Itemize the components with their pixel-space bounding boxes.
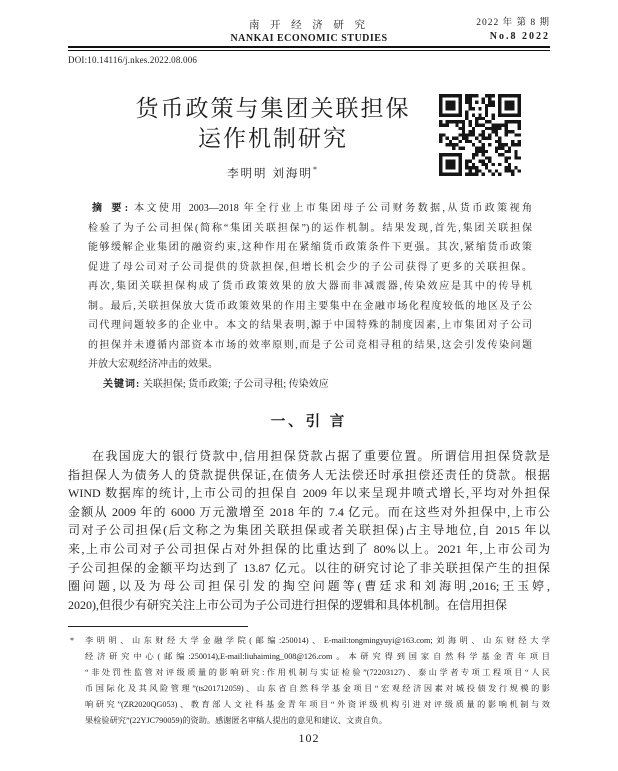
header-divider: [68, 46, 550, 51]
journal-issue-en: No.8 2022: [489, 31, 550, 42]
journal-issue-cn: 2022 年 第 8 期: [476, 18, 550, 28]
text-line: 司代理问题较多的企业中。本文的结果表明,源于中国特殊的制度因素,上市集团对子公司: [88, 320, 532, 331]
text-line: 的担保并未遵循内部资本市场的效率原则,而是子公司竞相寻租的结果,这会引发传染问题: [88, 339, 532, 351]
article-title-line1: 货币政策与集团关联担保: [135, 96, 411, 121]
text-line: 圈问题,以及为母公司担保引发的掏空问题等(曹廷求和刘海明,2016;王玉婷,: [68, 579, 550, 594]
journal-header-row-en: [68, 30, 550, 43]
text-line: 制。最后,关联担保放大货币政策效果的作用主要集中在金融市场化程度较低的地区及子公: [88, 300, 532, 312]
authors-names: 李明明 刘海明: [227, 168, 313, 180]
text-line: 金额从 2009 年的 6000 万元激增至 2018 年的 7.4 亿元。而在这些对外担保中,上市公: [68, 504, 550, 519]
abstract-first-line-text: 本文使用 2003—2018 年全行业上市集团母子公司财务数据,从货币政策视角: [134, 203, 533, 214]
abstract-block: [88, 199, 532, 394]
journal-name-cn: 南 开 经 济 研 究: [248, 20, 370, 31]
text-line: 能够缓解企业集团的融资约束,这种作用在紧缩货币政策条件下更强。其次,紧缩货币政策: [88, 242, 532, 253]
text-line: 司对子公司担保(后文称之为集团关联担保或者关联担保)占主导地位,自 2015 年以: [68, 523, 550, 538]
abstract-label: 摘 要:: [92, 203, 130, 214]
doi-text: DOI:10.14116/j.nkes.2022.08.006: [68, 55, 198, 65]
text-line: 在我国庞大的银行贷款中,信用担保贷款占据了重要位置。所谓信用担保贷款是: [92, 449, 550, 463]
article-title-block: [68, 94, 478, 181]
footnote-lines: [85, 633, 550, 729]
article-title-line2: 运作机制研究: [198, 126, 348, 151]
text-line: 再次,集团关联担保构成了货币政策效果的放大器而非减震器,传染效应是其中的传导机: [88, 281, 532, 292]
page-number: 102: [298, 731, 320, 745]
text-line: “非处罚性监管对评级质量的影响研究:作用机制与实证检验”(72203127)、泰山学者专项工程项目“人民: [85, 668, 550, 677]
text-line: 币国际化及其风险管理”(ts201712059)、山东省自然科学基金项目“宏观经济因素对城投债发行规模的影: [85, 684, 550, 693]
footnote-divider: [68, 626, 248, 627]
journal-header-row-cn: [68, 17, 550, 30]
keywords-text: 关联担保; 货币政策; 子公司寻租; 传染效应: [140, 378, 329, 390]
text-line: 子公司担保的金额平均达到了 13.87 亿元。以往的研究讨论了非关联担保产生的担保: [68, 560, 550, 575]
qr-code: [439, 94, 521, 176]
footnote-body: [68, 633, 550, 729]
abstract-first-line: [88, 199, 532, 219]
introduction-paragraph: [68, 447, 550, 614]
authors-footnote-marker: *: [312, 165, 319, 175]
authors: [68, 165, 478, 181]
text-line: 并放大宏观经济冲击的效果。: [88, 359, 218, 370]
keywords-line: [88, 375, 532, 395]
text-line: 来,上市公司对子公司担保占对外担保的比重达到了 80%以上。2021 年,上市公司为: [68, 541, 550, 556]
journal-name-en: NANKAI ECONOMIC STUDIES: [230, 33, 388, 44]
text-line: 经济研究中心(邮编:250014),E-mail:liuhaiming_008@126.com。本研究得到国家自然科学基金青年项目: [85, 652, 550, 661]
footnote-marker: *: [70, 636, 75, 645]
text-line: 响研究”(ZR2020QG053)、教育部人文社科基金青年项目“外资评级机构引进对评级质量的影响机制与效: [85, 700, 550, 709]
text-line: 果检验研究”(22YJC790059)的资助。感谢匿名审稿人提出的意见和建议、文责自负。: [85, 716, 388, 725]
keywords-label: 关键词:: [103, 378, 141, 390]
section-heading-introduction: 一、引 言: [270, 414, 348, 430]
text-line: 检验了为子公司担保(简称“集团关联担保”)的运作机制。结果发现,首先,集团关联担保: [88, 222, 532, 234]
journal-header: [68, 17, 550, 51]
text-line: WIND 数据库的统计,上市公司的担保自 2009 年以来呈现井喷式增长,平均对外担保: [68, 486, 550, 501]
text-line: 2020),但很少有研究关注上市公司为子公司进行担保的逻辑和具体机制。在信用担保: [68, 597, 507, 612]
footnote-block: [68, 626, 550, 729]
text-line: 促进了母公司对子公司提供的贷款担保,但增长机会少的子公司获得了更多的关联担保。: [88, 261, 532, 273]
text-line: 李明明、山东财经大学金融学院(邮编:250014)、E-mail:tongmingyuyi@163.com;刘海明、山东财经大学: [85, 636, 550, 645]
abstract-lines: [88, 219, 532, 375]
text-line: 指担保人为债务人的贷款提供保证,在债务人无法偿还时承担偿还责任的贷款。根据: [68, 467, 550, 482]
